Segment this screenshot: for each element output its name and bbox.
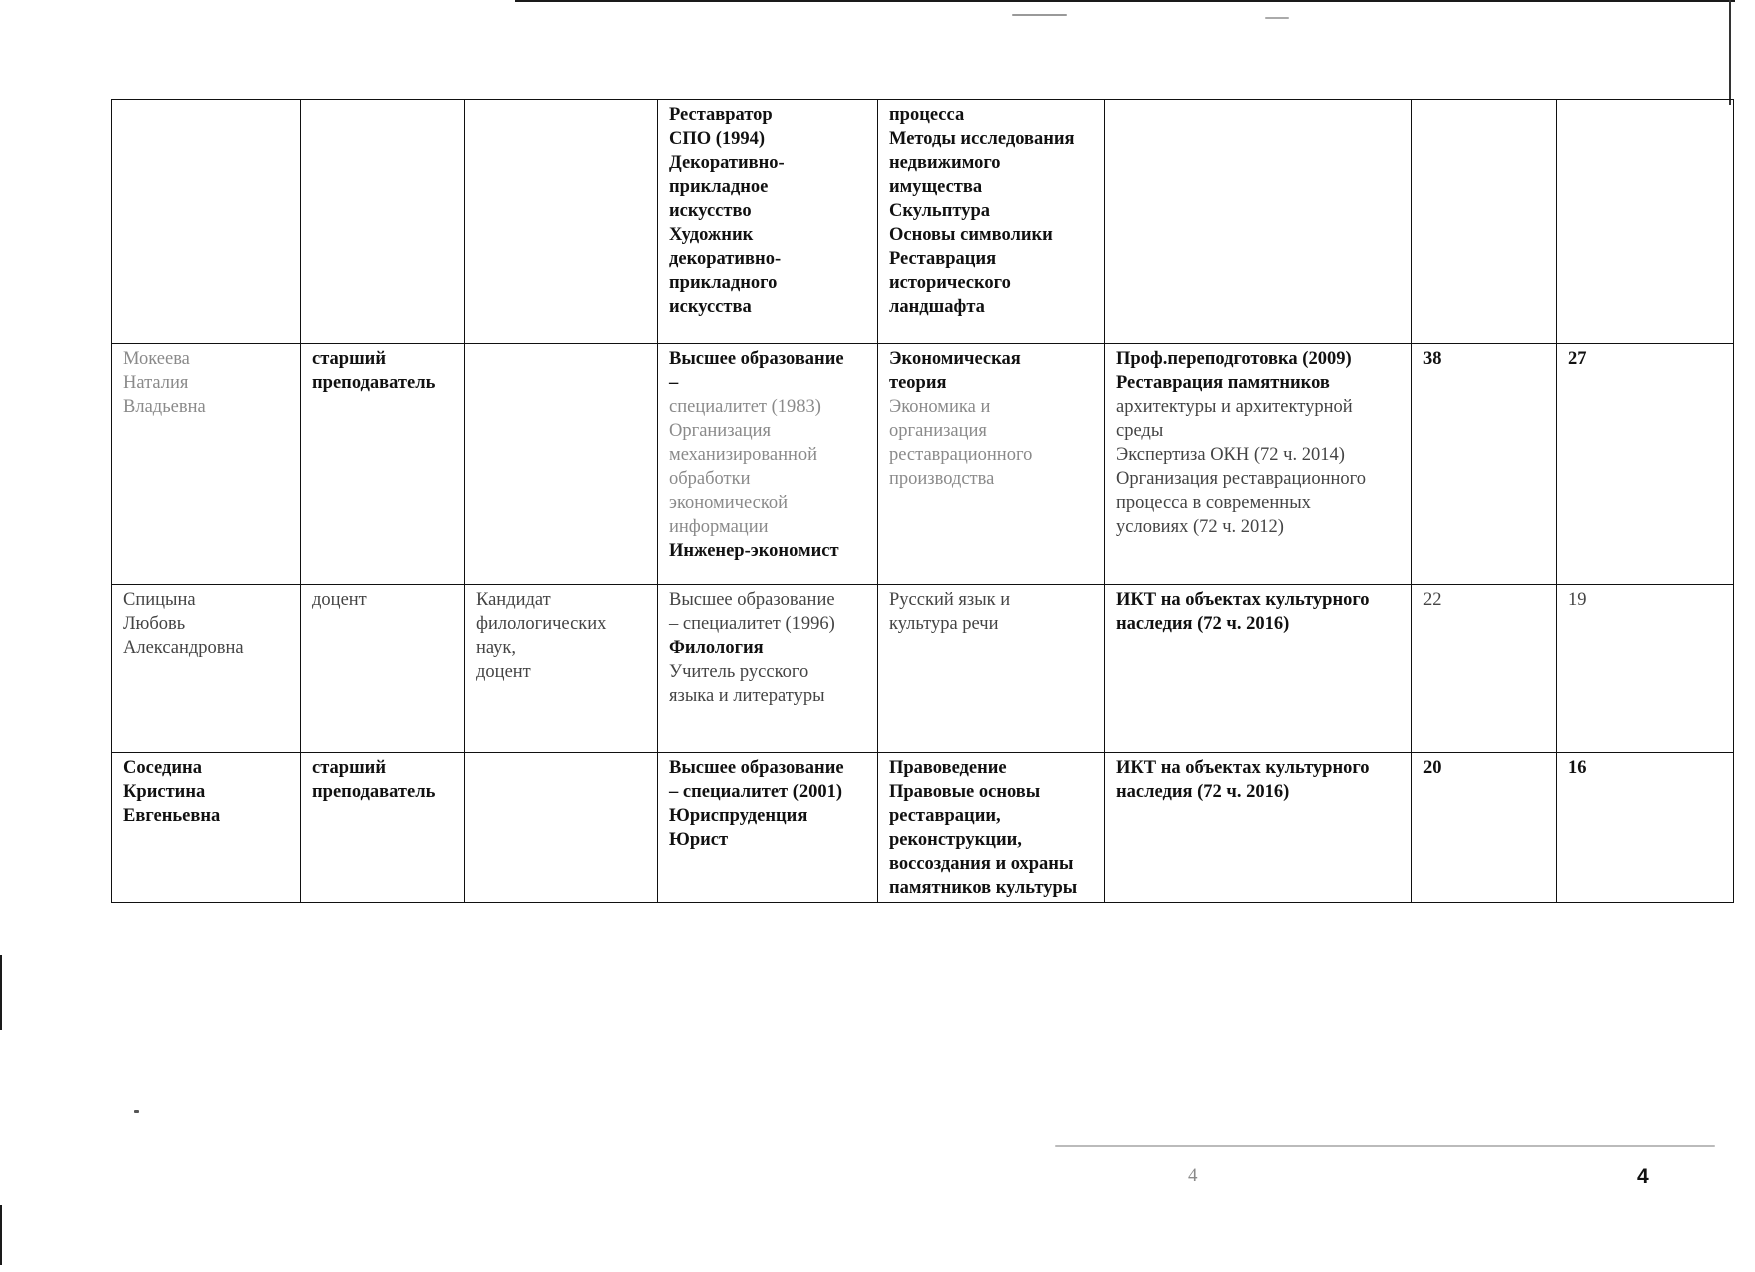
education-level: Высшее образование – специалитет (1996): [669, 590, 835, 634]
education-cell: Высшее образование – специалитет (2001) Юриспруденция Юрист: [658, 753, 878, 903]
name-cell: Мокеева Наталия Владьевна: [112, 344, 301, 585]
education-qualification: Инженер-экономист: [669, 541, 839, 561]
position-cell: старший преподаватель: [301, 344, 465, 585]
specialty-years-cell: 27: [1557, 344, 1734, 585]
position-cell: старший преподаватель: [301, 753, 465, 903]
training-cell: ИКТ на объектах культурного наследия (72 ч. 2016): [1105, 753, 1412, 903]
scan-speck: [1012, 14, 1067, 16]
name-cell: Соседина Кристина Евгеньевна: [112, 753, 301, 903]
scan-speck: [1265, 17, 1289, 19]
table-row: [112, 100, 1734, 344]
total-years-cell: 22: [1412, 585, 1557, 753]
name-cell: Спицына Любовь Александровна: [112, 585, 301, 753]
training-cell: [1105, 344, 1412, 585]
training-secondary: архитектуры и архитектурной среды Экспертиза ОКН (72 ч. 2014) Организация реставрационного процесса в современных условиях (72 ч. 2012): [1116, 397, 1366, 537]
table-row: [112, 344, 1734, 585]
specialty-years-cell: [1557, 100, 1734, 344]
specialty-years-cell: 16: [1557, 753, 1734, 903]
education-cell: [658, 585, 878, 753]
total-years-cell: 38: [1412, 344, 1557, 585]
degree-cell: [465, 100, 658, 344]
education-cell: Реставратор СПО (1994) Декоративно- прикладное искусство Художник декоративно- прикладного искусства: [658, 100, 878, 344]
total-years-cell: 20: [1412, 753, 1557, 903]
name-cell: [112, 100, 301, 344]
staff-table: [111, 99, 1734, 903]
degree-cell: Кандидат филологических наук, доцент: [465, 585, 658, 753]
disciplines-cell: процесса Методы исследования недвижимого имущества Скульптура Основы символики Реставрация исторического ландшафта: [878, 100, 1105, 344]
scan-edge-top: [515, 0, 1735, 2]
degree-cell: [465, 753, 658, 903]
education-specialty: Филология: [669, 638, 764, 658]
scan-edge-left-1: [0, 955, 2, 1030]
page-number-faint: 4: [1188, 1165, 1198, 1186]
disciplines-cell: Русский язык и культура речи: [878, 585, 1105, 753]
education-cell: [658, 344, 878, 585]
training-cell: [1105, 100, 1412, 344]
page-number: 4: [1637, 1165, 1649, 1188]
total-years-cell: [1412, 100, 1557, 344]
disciplines-cell: Правоведение Правовые основы реставрации, реконструкции, воссоздания и охраны памятников культуры: [878, 753, 1105, 903]
education-specialty: специалитет (1983) Организация механизированной обработки экономической информации: [669, 397, 821, 537]
position-cell: [301, 100, 465, 344]
discipline-secondary: Экономика и организация реставрационного производства: [889, 397, 1033, 489]
education-level: Высшее образование –: [669, 349, 844, 393]
education-qualification: Учитель русского языка и литературы: [669, 662, 825, 706]
scan-speck: [134, 1110, 139, 1113]
discipline-primary: Экономическая теория: [889, 349, 1021, 393]
scan-edge-left-2: [0, 1205, 2, 1265]
position-cell: доцент: [301, 585, 465, 753]
training-primary: Проф.переподготовка (2009) Реставрация памятников: [1116, 349, 1352, 393]
specialty-years-cell: 19: [1557, 585, 1734, 753]
table-row: [112, 753, 1734, 903]
degree-cell: [465, 344, 658, 585]
table-row: [112, 585, 1734, 753]
disciplines-cell: [878, 344, 1105, 585]
training-cell: ИКТ на объектах культурного наследия (72 ч. 2016): [1105, 585, 1412, 753]
scan-speck: [1055, 1145, 1715, 1147]
scan-edge-right: [1729, 0, 1731, 105]
